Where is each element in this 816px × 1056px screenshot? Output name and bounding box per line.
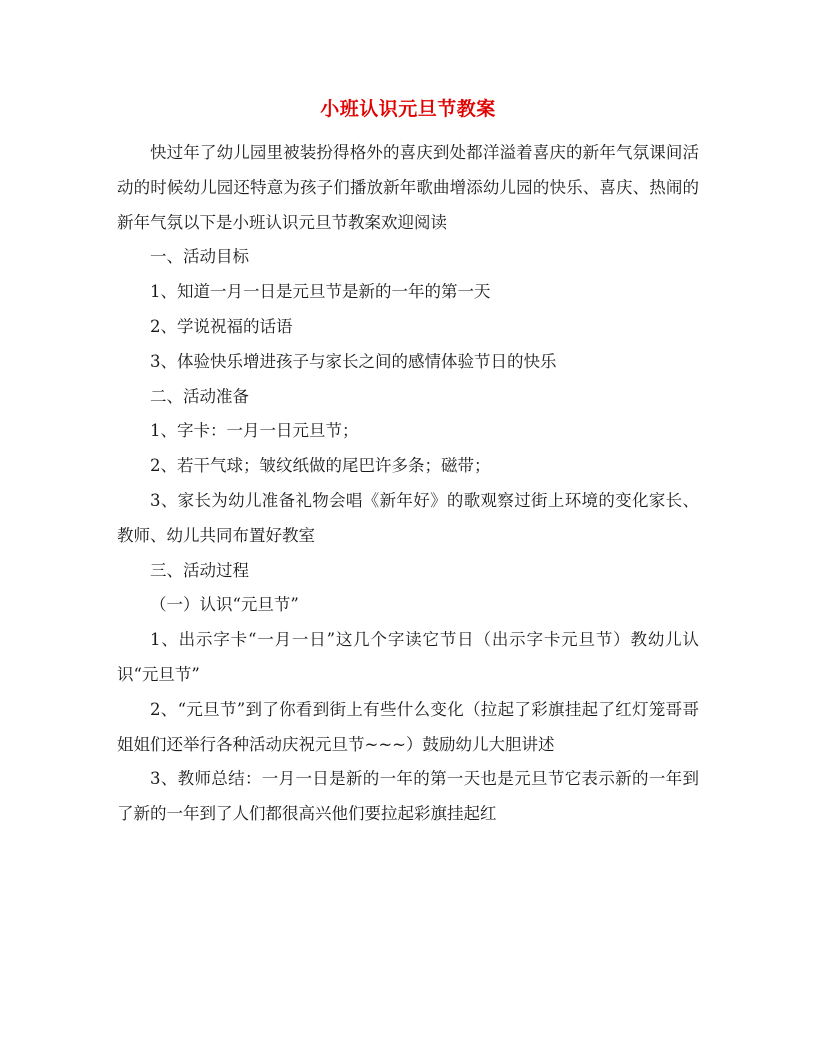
preparation-item: 1、字卡：一月一日元旦节； [150, 421, 359, 441]
paragraph-intro: 快过年了幼儿园里被装扮得格外的喜庆到处都洋溢着喜庆的新年气氛课间活动的时候幼儿园还特意为孩子们播放新年歌曲增添幼儿园的快乐、喜庆、热闹的新年气氛以下是小班认识元旦节教案欢迎阅读 [117, 143, 699, 232]
goal-item: 3、体验快乐增进孩子与家长之间的感情体验节日的快乐 [150, 351, 557, 371]
section-heading-preparation: 二、活动准备 [150, 386, 249, 406]
subsection-heading: （一）认识“元旦节” [150, 595, 299, 615]
goal-item: 1、知道一月一日是元旦节是新的一年的第一天 [150, 282, 491, 302]
document-title: 小班认识元旦节教案 [320, 98, 496, 120]
process-item: 2、“元旦节”到了你看到街上有些什么变化（拉起了彩旗挂起了红灯笼哥哥姐姐们还举行各种活动庆祝元旦节~~~）鼓励幼儿大胆讲述 [117, 699, 699, 754]
process-item: 1、出示字卡“一月一日”这几个字读它节日（出示字卡元旦节）教幼儿认识“元旦节” [117, 630, 699, 684]
process-item: 3、教师总结：一月一日是新的一年的第一天也是元旦节它表示新的一年到了新的一年到了人们都很高兴他们要拉起彩旗挂起红 [117, 769, 699, 824]
section-heading-goals: 一、活动目标 [150, 247, 249, 267]
document-body [117, 136, 699, 832]
preparation-item: 2、若干气球；皱纹纸做的尾巴许多条；磁带； [150, 456, 491, 476]
preparation-item: 3、家长为幼儿准备礼物会唱《新年好》的歌观察过街上环境的变化家长、教师、幼儿共同布置好教室 [117, 490, 699, 545]
goal-item: 2、学说祝福的话语 [150, 316, 293, 336]
section-heading-process: 三、活动过程 [150, 560, 249, 580]
